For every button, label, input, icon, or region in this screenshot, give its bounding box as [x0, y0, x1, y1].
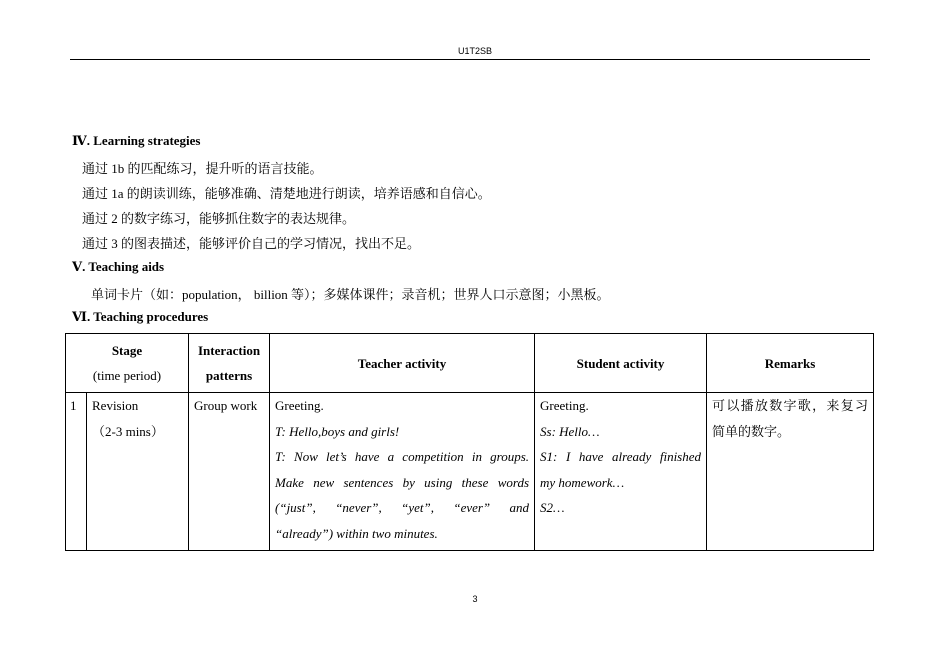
student-activity-cell — [535, 393, 707, 551]
interaction-cell — [189, 393, 270, 551]
header-interaction-sub: patterns — [205, 368, 253, 383]
header-interaction — [189, 334, 270, 393]
page-number: 3 — [472, 594, 478, 604]
page-header: U1T2SB — [457, 46, 492, 56]
student-line: S1: I have already finished — [540, 449, 702, 464]
table-row — [66, 393, 874, 551]
teacher-line: T: Now let’s have a competition in groups. — [275, 449, 530, 464]
teacher-line: Greeting. — [275, 398, 324, 413]
header-stage — [66, 334, 189, 393]
interaction-pattern: Group work — [194, 398, 258, 413]
row-number: 1 — [70, 398, 77, 413]
remarks-cell — [707, 393, 874, 551]
student-line: S2… — [540, 500, 565, 515]
header-rule — [70, 59, 870, 60]
remarks-line: 可以播放数字歌，来复习 — [712, 398, 869, 413]
teacher-activity-cell — [270, 393, 535, 551]
header-teacher-activity: Teacher activity — [270, 334, 535, 393]
teacher-line: T: Hello,boys and girls! — [275, 423, 400, 439]
header-interaction-label: Interaction — [197, 343, 261, 358]
header-remarks: Remarks — [707, 334, 874, 393]
procedures-table — [65, 333, 874, 551]
section-title-teaching-aids: Ⅴ. Teaching aids — [72, 259, 165, 274]
stage-time: （2-3 mins） — [92, 423, 164, 439]
student-line: my homework… — [540, 474, 625, 490]
teacher-line: Make new sentences by using these words — [275, 474, 530, 490]
header-stage-label: Stage — [111, 343, 143, 358]
stage-name: Revision — [92, 398, 139, 413]
teaching-aids-line: 单词卡片（如：population， billion 等）；多媒体课件；录音机；世界人口示意图；小黑板。 — [91, 287, 610, 302]
remarks-line: 简单的数字。 — [712, 423, 791, 439]
strategy-line-2: 通过 1a 的朗读训练，能够准确、清楚地进行朗读，培养语感和自信心。 — [82, 186, 491, 201]
header-stage-sub: (time period) — [92, 368, 162, 383]
section-title-learning-strategies: Ⅳ. Learning strategies — [72, 133, 201, 148]
row-number-cell — [66, 393, 87, 551]
strategy-line-1: 通过 1b 的匹配练习，提升听的语言技能。 — [82, 161, 323, 176]
stage-cell — [87, 393, 189, 551]
strategy-line-3: 通过 2 的数字练习，能够抓住数字的表达规律。 — [82, 211, 356, 226]
teacher-line: (“just”, “never”, “yet”, “ever” and — [275, 500, 530, 515]
strategy-line-4: 通过 3 的图表描述，能够评价自己的学习情况，找出不足。 — [82, 236, 421, 251]
section-title-teaching-procedures: Ⅵ. Teaching procedures — [72, 309, 209, 324]
student-line: Ss: Hello… — [540, 423, 600, 439]
teacher-line: “already”) within two minutes. — [275, 525, 438, 541]
student-line: Greeting. — [540, 398, 589, 413]
table-header-row — [66, 334, 874, 393]
header-student-activity: Student activity — [535, 334, 707, 393]
